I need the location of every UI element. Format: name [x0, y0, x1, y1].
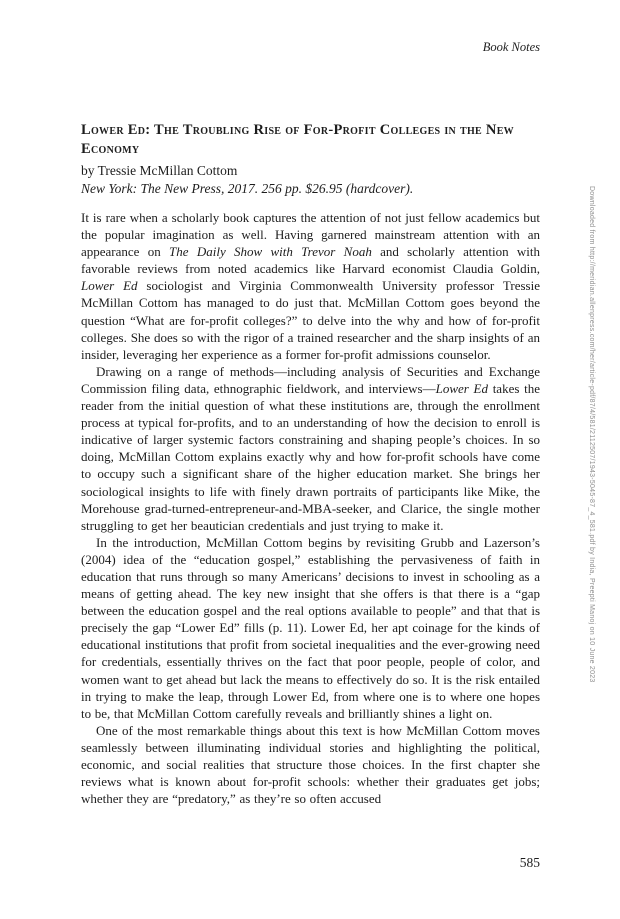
- text-segment: Lower Ed: [435, 380, 488, 396]
- download-watermark: Downloaded from http://meridian.allenpress.com/her/article-pdf/87/4/581/2112507/1943-5045-87_4_581.pdf by India, Preepti Manoj on 10 June 2023: [588, 186, 595, 683]
- paragraph: [81, 363, 540, 534]
- text-segment: In the introduction, McMillan Cottom begins by revisiting Grubb and Lazerson’s (2004) idea of the “education gospel,” establishing the pervasiveness of faith in education that runs through so many Americans’ decisions to invest in schooling as a means of getting ahead. The key new insight that she offers is that there is a “gap between the education gospel and the real options available to people” and that that is precisely the gap “Lower Ed” fills (p. 11). Lower Ed, her apt coinage for the kinds of educational institutions that profit from societal inequalities and the ever-growing need for credentials, essentially thrives on the fact that poor people, people of color, and women want to get ahead but lack the means to effectively do so. It is the risk entailed in trying to make the leap, through Lower Ed, from where one is to where one hopes to be, that McMillan Cottom carefully reveals and brilliantly shines a light on.: [81, 534, 540, 721]
- author-byline: by Tressie McMillan Cottom: [81, 163, 238, 178]
- review-body: [81, 209, 540, 807]
- text-segment: and scholarly attention with favorable reviews from noted academics like Harvard economist Claudia Goldin,: [81, 244, 541, 277]
- page-number: 585: [519, 855, 540, 870]
- paragraph: [81, 209, 540, 363]
- paragraph: [81, 722, 540, 807]
- text-segment: The Daily Show with Trevor Noah: [169, 244, 372, 260]
- text-segment: Lower Ed: [81, 278, 138, 294]
- text-segment: Drawing on a range of methods—including analysis of Securities and Exchange Commission filing data, ethnographic fieldwork, and interviews—: [81, 363, 540, 396]
- text-segment: It is rare when a scholarly book captures the attention of not just fellow academics but the popular imagination as well. Having garnered mainstream attention with an appearance on: [81, 210, 540, 260]
- text-segment: takes the reader from the initial question of what these institutions are, through the enrollment process at typical for-profits, and to an understanding of how the decision to enroll is indicative of larger systemic factors constraining and shaping people’s choices. In so doing, McMillan Cottom explains exactly why and how for-profit schools have come to occupy such a significant share of the higher education market. She brings her sociological insights to life with finely drawn portraits of participants like Mike, the Morehouse grad-turned-entrepreneur-and-MBA-seeker, and Clarice, the single mother struggling to get her beautician credentials and just trying to make it.: [81, 380, 540, 533]
- running-header: Book Notes: [482, 40, 540, 54]
- book-review: [81, 121, 540, 807]
- book-title: Lower Ed: The Troubling Rise of For-Profit Colleges in the New Economy: [81, 122, 514, 157]
- text-segment: One of the most remarkable things about this text is how McMillan Cottom moves seamlessly between illuminating individual stories and highlighting the political, economic, and social realities that structure those choices. In the first chapter she reviews what is known about for-profit schools: whether their graduates get jobs; whether they are “predatory,” as they’re so often accused: [81, 722, 540, 807]
- publication-info: New York: The New Press, 2017. 256 pp. $26.95 (hardcover).: [81, 181, 414, 196]
- text-segment: sociologist and Virginia Commonwealth University professor Tressie McMillan Cottom has managed to do just that. McMillan Cottom goes beyond the question “What are for-profit colleges?” to delve into the why and how of for-profit colleges. She does so with the rigor of a trained researcher and the sharp insights of an insider, leveraging her experience as a former for-profit admissions counselor.: [81, 278, 540, 362]
- paragraph: [81, 534, 540, 722]
